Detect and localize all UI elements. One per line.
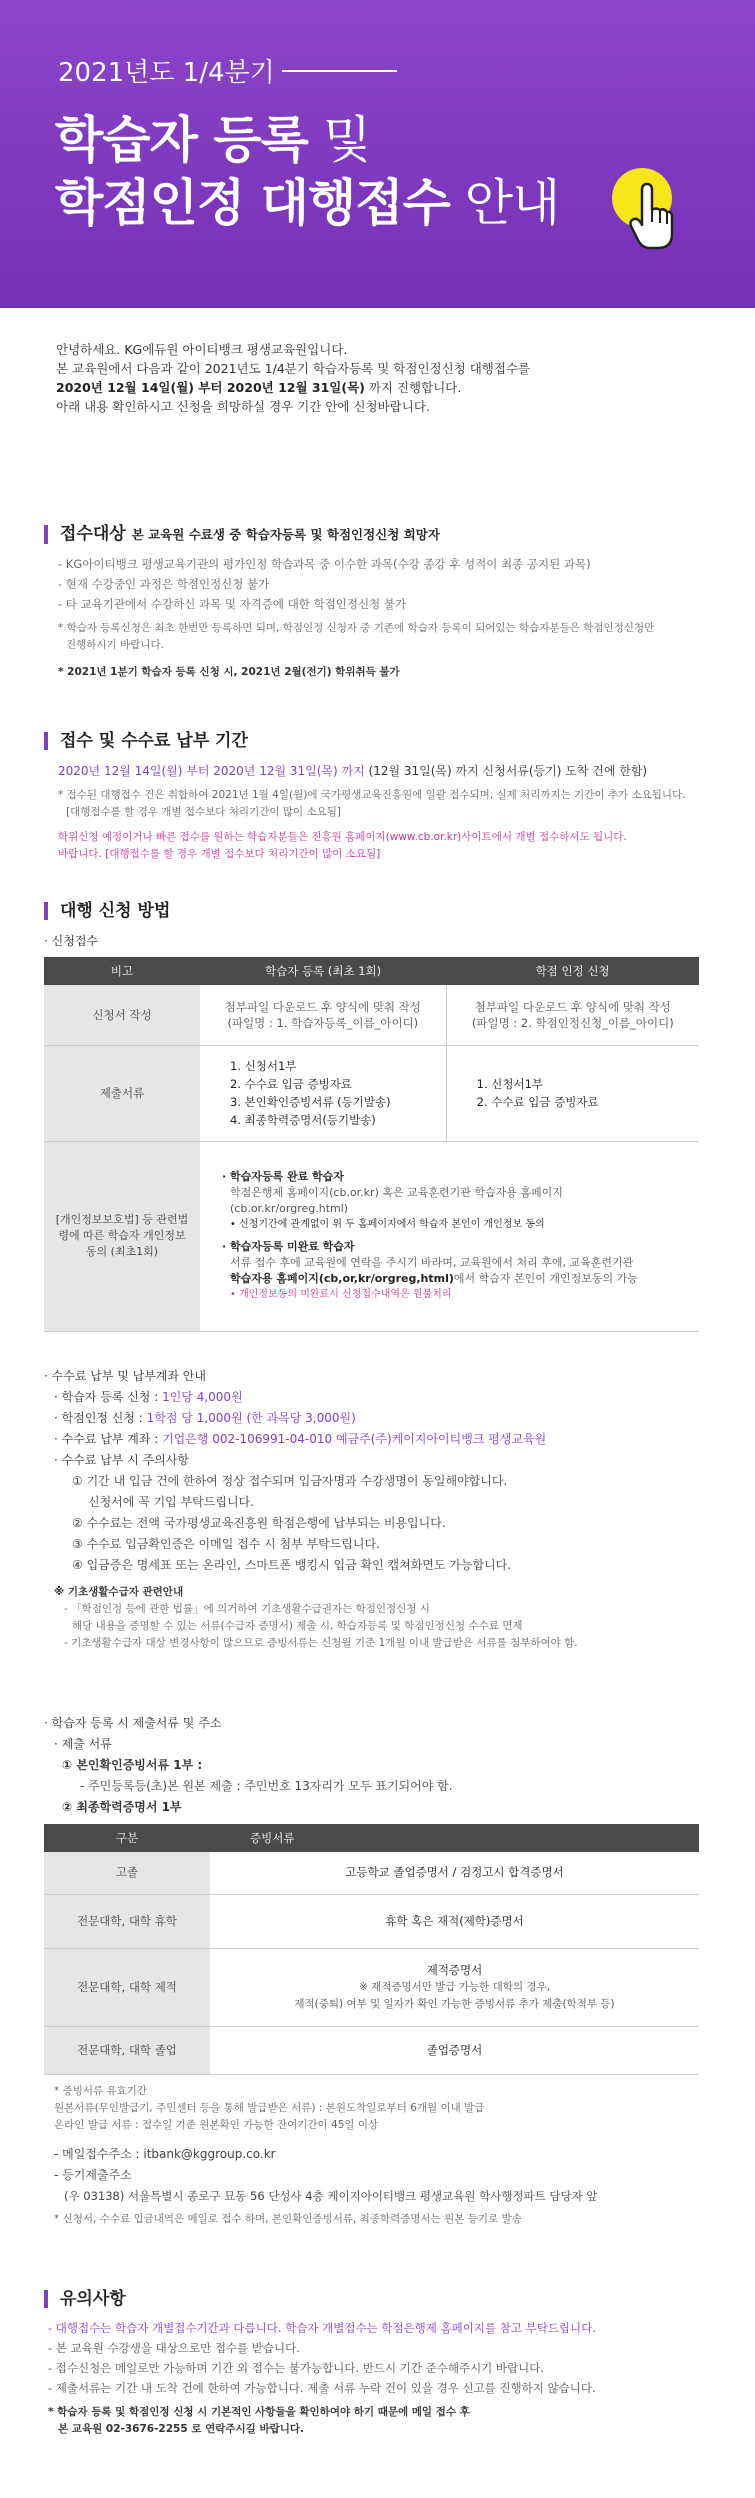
intro-line — [56, 378, 706, 397]
caution-item: ① 기간 내 입금 건에 한하여 정상 접수되며 입금자명과 수강생명이 동일해야합니다. — [72, 1474, 508, 1488]
cell-text: 첨부파일 다운로드 후 양식에 맞춰 작성 — [224, 999, 421, 1014]
section-period — [44, 732, 704, 863]
cell-text: (파일명 : 1. 학습자등록_이름_아이디) — [227, 1015, 419, 1030]
list-item: - KG아이티뱅크 평생교육기관의 평가인정 학습과목 중 이수한 과목(수강 종강 후 성적이 최종 공지된 과목) — [58, 557, 591, 571]
caution-item: - 본 교육원 수강생을 대상으로만 접수를 받습니다. — [48, 2341, 300, 2355]
hero-title-line1 — [55, 100, 370, 172]
post-label: - 등기제출주소 — [54, 2167, 132, 2182]
note-highlight: 바랍니다. [대행접수를 할 경우 개별 접수보다 처리기간이 많이 소요됨] — [58, 848, 381, 860]
subsection-label: · 제출 서류 — [54, 1737, 112, 1751]
table-header: 증빙서류 — [210, 1824, 699, 1852]
caution-item: - 제출서류는 기간 내 도착 건에 한하여 가능합니다. 제출 서류 누락 건이 있을 경우 신고를 진행하지 않습니다. — [48, 2381, 596, 2395]
section-title-text: 접수대상 — [60, 524, 126, 544]
hero-year-line: 2021년도 1/4분기 — [58, 58, 275, 88]
intro-line: 본 교육원에서 다음과 같이 2021년도 1/4분기 학습자등록 및 학점인정신청 대행접수를 — [56, 361, 531, 376]
table-header: 학습자 등록 (최초 1회) — [200, 957, 446, 985]
cell-text: ※ 재적증명서만 발급 가능한 대학의 경우, — [358, 1980, 551, 1993]
note-highlight: 학위신청 예정이거나 빠른 접수를 원하는 학습자분들은 진흥원 홈페이지(www.cb.or.kr)사이트에서 개별 접수하셔도 됩니다. — [58, 831, 627, 843]
post-address: (우 03138) 서울특별시 종로구 묘동 56 단성사 4층 케이지아이티뱅크 평생교육원 학사행정파트 담당자 앞 — [64, 2188, 598, 2203]
hero-title2-bold: 학점인정 대행접수 — [55, 174, 450, 232]
doc-item: 2. 수수료 입금 증빙자료 — [230, 1077, 352, 1091]
table-row — [44, 1948, 699, 2026]
intro-period: 2020년 12월 14일(월) 부터 2020년 12월 31일(목) — [56, 380, 365, 395]
note: - 기초생활수급자 대상 변경사항이 많으므로 증빙서류는 신청월 기준 1개월 이내 발급받은 서류를 첨부하여야 함. — [64, 1637, 578, 1649]
cell-text: 첨부파일 다운로드 후 양식에 맞춰 작성 — [474, 999, 671, 1014]
note: 해당 내용을 증명할 수 있는 서류(수급자 증명서) 제출 시, 학습자등록 및 학점인정신청 수수료 면제 — [72, 1620, 523, 1632]
list-item: - 현재 수강중인 과정은 학점인정신청 불가 — [58, 577, 270, 591]
hero-title2-light: 안내 — [449, 174, 560, 232]
table-header: 구분 — [44, 1824, 210, 1852]
row-label: 전문대학, 대학 졸업 — [44, 2026, 210, 2074]
subsection-title: · 학습자 등록 시 제출서류 및 주소 — [44, 1716, 222, 1730]
fee-value: 1학점 당 1,000원 (한 과목당 3,000원) — [146, 1411, 356, 1425]
section-title: 대행 신청 방법 — [44, 902, 704, 920]
intro-line: 안녕하세요. KG에듀원 아이티뱅크 평생교육원입니다. — [56, 342, 348, 357]
row-label: 제출서류 — [44, 1045, 200, 1141]
table-cell — [210, 1948, 699, 2026]
note: [대행접수를 할 경우 개별 접수보다 처리기간이 많이 소요됨] — [66, 806, 341, 818]
note: * 신청서, 수수료 입금내역은 메일로 접수 하며, 본인확인증빙서류, 최종학력증명서는 원본 등기로 발송 — [54, 2212, 522, 2225]
caution-item: ③ 수수료 입금확인증은 이메일 접수 시 첨부 부탁드립니다. — [72, 1537, 380, 1551]
cell-text: 에서 학습자 본인이 개인정보동의 가능 — [453, 1272, 638, 1285]
cell-text: 학점은행제 홈페이지(cb.or.kr) 혹은 교육훈련기관 학습자용 홈페이지 — [230, 1186, 563, 1199]
note: 원본서류(무인발급기, 주민센터 등을 통해 발급받은 서류) : 본원도착일로부터 6개월 이내 발급 — [54, 2101, 485, 2114]
section-title: 접수 및 수수료 납부 기간 — [44, 732, 704, 750]
table-row — [44, 985, 699, 1045]
doc-item: ② 최종학력증명서 1부 — [62, 1800, 182, 1814]
caution-item: 신청서에 꼭 기입 부탁드립니다. — [88, 1495, 254, 1509]
note: * 증빙서류 유효기간 — [54, 2084, 148, 2097]
certificate-table — [44, 1824, 699, 2075]
row-label: 전문대학, 대학 제적 — [44, 1948, 210, 2026]
cell-heading: · 학습자등록 완료 학습자 — [222, 1170, 344, 1183]
table-row — [44, 1141, 699, 1331]
cell-text: (cb.or.kr/orgreg.html) — [230, 1202, 349, 1215]
section-fee — [44, 1366, 704, 1652]
doc-detail: - 주민등록등(초)본 원본 제출 : 주민번호 13자리가 모두 표기되어야 함. — [80, 1779, 453, 1793]
period-text: 2020년 12월 14일(월) 부터 2020년 12월 31일(목) 까지 — [58, 764, 365, 778]
intro-text — [56, 340, 706, 416]
fee-line — [54, 1408, 704, 1429]
section-target — [44, 525, 704, 681]
section-caution — [44, 2290, 704, 2438]
section-documents — [44, 1713, 704, 2228]
table-cell: 휴학 혹은 재적(제학)증명서 — [210, 1894, 699, 1948]
mail-address: - 메일접수주소 : itbank@kggroup.co.kr — [54, 2146, 276, 2161]
section-subtitle: 본 교육원 수료생 중 학습자등록 및 학점인정신청 희망자 — [131, 527, 440, 542]
doc-item: 4. 최종학력증명서(등기발송) — [230, 1113, 376, 1127]
hero-title-line2 — [55, 163, 559, 235]
note: 진행하시기 바랍니다. — [66, 639, 164, 651]
table-cell — [200, 1045, 446, 1141]
caution-item: ④ 입금증은 명세표 또는 온라인, 스마트폰 뱅킹시 입금 확인 캡쳐화면도 가능합니다. — [72, 1558, 512, 1572]
cell-text: • 신청기간에 관계없이 위 두 홈페이지에서 학습자 본인이 개인정보 동의 — [230, 1219, 545, 1230]
caution-footer: * 학습자 등록 및 학점인정 신청 시 기본적인 사항들을 확인하여야 하기 때문에 메일 접수 후 — [48, 2406, 470, 2418]
table-row — [44, 1852, 699, 1894]
cell-text: (파일명 : 2. 학점인정신청_이름_아이디) — [471, 1015, 674, 1030]
table-row — [44, 2026, 699, 2074]
row-label: 신청서 작성 — [44, 985, 200, 1045]
table-row — [44, 1894, 699, 1948]
caution-footer: 본 교육원 02-3676-2255 로 연락주시길 바랍니다. — [58, 2423, 305, 2435]
fee-line — [54, 1387, 704, 1408]
account-value: 기업은행 002-106991-04-010 예금주(주)케이지아이티뱅크 평생교육원 — [162, 1432, 547, 1446]
period-condition: (12월 31일(목) 까지 신청서류(등기) 도착 건에 한함) — [364, 764, 648, 778]
cell-text: 서류 접수 후에 교육원에 연락을 주시기 바라며, 교육원에서 처리 후에, 교육훈련기관 — [230, 1256, 634, 1269]
table-row — [44, 1045, 699, 1141]
fee-label: · 학습자 등록 신청 : — [54, 1390, 163, 1404]
row-label: 고졸 — [44, 1852, 210, 1894]
note-bold: * 2021년 1분기 학습자 등록 신청 시, 2021년 2월(전기) 학위취득 불가 — [58, 666, 400, 678]
table-cell — [200, 985, 446, 1045]
doc-item: ① 본인확인증빙서류 1부 : — [62, 1758, 203, 1772]
row-label: 전문대학, 대학 휴학 — [44, 1894, 210, 1948]
intro-period-rest: 까지 진행합니다. — [364, 380, 462, 395]
caution-item: - 접수신청은 메일로만 가능하며 기간 외 접수는 불가능합니다. 반드시 기간 준수해주시기 바랍니다. — [48, 2361, 545, 2375]
list-item: - 타 교육기관에서 수강하신 과목 및 자격증에 대한 학점인정신청 불가 — [58, 597, 407, 611]
cell-text-bold: 학습자용 홈페이지(cb,or,kr/orgreg,html) — [230, 1272, 454, 1285]
cell-text: 제적(중퇴) 여부 및 일자가 확인 가능한 증빙서류 추가 제출(학적부 등) — [294, 1997, 615, 2010]
table-cell — [446, 985, 699, 1045]
doc-item: 1. 신청서1부 — [476, 1077, 544, 1091]
note: - 「학점인정 등에 관한 법률」에 의거하여 기초생활수급권자는 학점인정신청 시 — [64, 1603, 430, 1615]
pointer-hand-icon — [628, 182, 674, 252]
section-method — [44, 902, 704, 1332]
cell-heading: · 학습자등록 미완료 학습자 — [222, 1240, 355, 1253]
table-cell — [200, 1141, 699, 1331]
section-title — [44, 525, 704, 544]
subsection-title: · 신청접수 — [44, 934, 98, 948]
doc-item: 1. 신청서1부 — [230, 1059, 297, 1073]
table-header: 비고 — [44, 957, 200, 985]
intro-line: 아래 내용 확인하시고 신청을 희망하실 경우 기간 안에 신청바랍니다. — [56, 399, 430, 414]
hero-banner — [0, 0, 755, 308]
table-cell: 고등학교 졸업증명서 / 검정고시 합격증명서 — [210, 1852, 699, 1894]
fee-line — [54, 1429, 704, 1450]
doc-item: 2. 수수료 입금 증빙자료 — [476, 1095, 599, 1109]
table-cell: 졸업증명서 — [210, 2026, 699, 2074]
subsection-title: · 수수료 납부 및 납부계좌 안내 — [44, 1369, 206, 1383]
note-bold: ※ 기초생활수급자 관련안내 — [54, 1586, 184, 1598]
fee-label: · 수수료 납부 계좌 : — [54, 1432, 163, 1446]
cell-text-highlight: • 개인정보동의 미완료시 신청접수내역은 원불처리 — [230, 1289, 452, 1300]
doc-item: 3. 본인확인증빙서류 (등기발송) — [230, 1095, 391, 1109]
fee-label: · 학점인정 신청 : — [54, 1411, 147, 1425]
fee-value: 1인당 4,000원 — [162, 1390, 243, 1404]
table-header: 학점 인정 신청 — [446, 957, 699, 985]
note: * 학습자 등록신청은 최초 한번만 등록하면 되며, 학점인정 신청자 중 기존에 학습자 등록이 되어있는 학습자분들은 학점인정신청만 — [58, 622, 655, 634]
cell-text: 제적증명서 — [426, 1962, 483, 1977]
fee-line: · 수수료 납부 시 주의사항 — [54, 1453, 189, 1467]
caution-item: - 대행접수는 학습자 개별접수기간과 다릅니다. 학습자 개별접수는 학점은행제 홈페이지를 참고 부탁드립니다. — [48, 2321, 596, 2335]
hero-divider — [282, 70, 397, 72]
note: * 접수된 대행접수 건은 취합하여 2021년 1월 4일(월)에 국가평생교육진흥원에 일괄 접수되며, 실제 처리까지는 기간이 추가 소요됩니다. — [58, 789, 686, 801]
hero-title1-light: 및 — [307, 111, 371, 169]
table-cell — [446, 1045, 699, 1141]
hero-title1-bold: 학습자 등록 — [55, 111, 308, 169]
row-label: [개인정보보호법] 등 관련법령에 따른 학습자 개인정보 동의 (최초1회) — [44, 1141, 200, 1331]
apply-table — [44, 957, 699, 1332]
note: 온라인 발급 서류 : 접수일 기준 원본확인 가능한 잔여기간이 45일 이상 — [54, 2118, 379, 2131]
caution-item: ② 수수료는 전액 국가평생교육진흥원 학점은행에 납부되는 비용입니다. — [72, 1516, 446, 1530]
section-title: 유의사항 — [44, 2290, 704, 2308]
